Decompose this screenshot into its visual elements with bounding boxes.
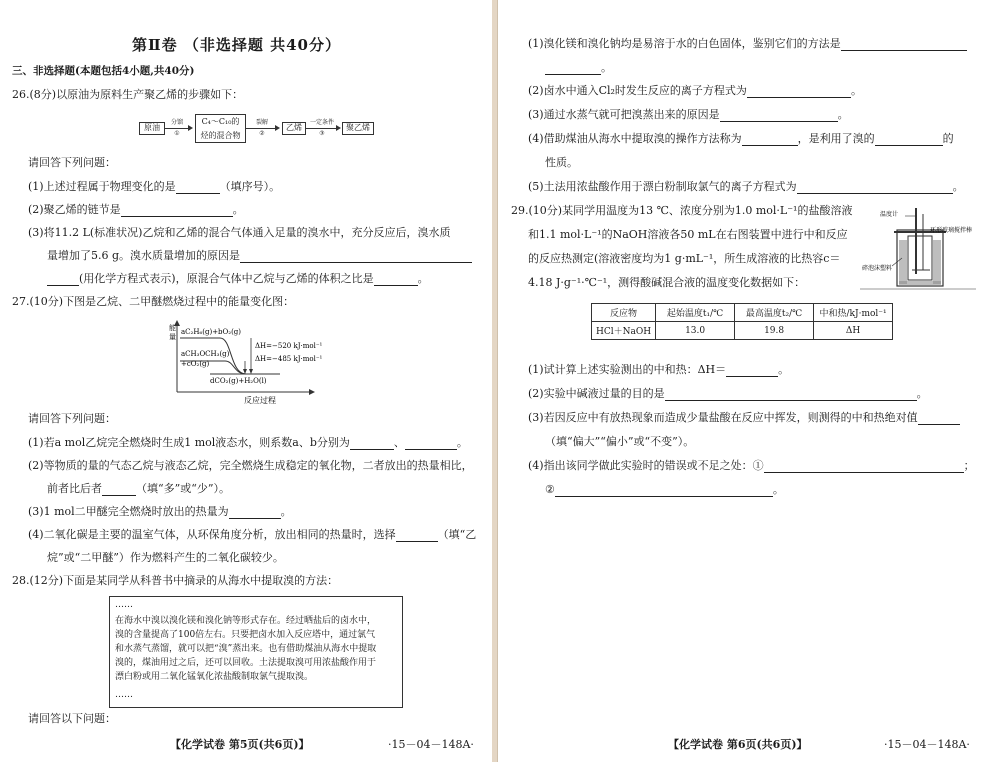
q27-stem: 27.(10分)下图是乙烷、二甲醚燃烧过程中的能量变化图： <box>12 295 295 308</box>
passage-line: …… <box>115 690 133 700</box>
q26-part2-tail: 。 <box>232 203 244 216</box>
q26-stem: 26.(8分)以原油为原料生产聚乙烯的步骤如下： <box>12 88 244 101</box>
q29-part4-line2-text: ② <box>545 483 555 496</box>
q27-part2-line2-b: （填“多”或“少”）。 <box>136 482 230 495</box>
label-stirrer: 环形玻璃搅拌棒 <box>930 227 973 234</box>
q28-part5-text: (5)土法用浓盐酸作用于漂白粉制取氯气的离子方程式为 <box>528 180 797 193</box>
flow-arrow-3-bottom: ③ <box>319 130 325 137</box>
section-title: 第Ⅱ卷 （非选择题 共40分） <box>132 36 341 54</box>
dh2-label: ΔH=−485 kJ·mol⁻¹ <box>255 355 323 363</box>
foam-fill-right <box>933 240 941 284</box>
q27-part3-text: (3)1 mol二甲醚完全燃烧时放出的热量为 <box>28 505 229 518</box>
lower-level-label: dCO₂(g)+H₂O(l) <box>210 377 267 385</box>
answer-blank[interactable] <box>555 485 773 497</box>
foam-fill-left <box>899 240 907 284</box>
q26-part3-line3-b: 。 <box>417 272 429 285</box>
section-heading: 三、非选择题(本题包括4小题,共40分) <box>12 65 195 77</box>
q26-part3-line1: (3)将11.2 L(标准状况)乙烷和乙烯的混合气体通入足量的溴水中，充分反应后，溴水质 <box>28 226 451 239</box>
q26-part3-line3-a: (用化学方程式表示)，原混合气体中乙烷与乙烯的体积之比是 <box>79 272 374 285</box>
answer-blank[interactable] <box>726 365 778 377</box>
flow-box-polyethylene: 聚乙烯 <box>342 122 374 135</box>
q29-part3-line1-text: (3)若因反应中有放热现象而造成少量盐酸在反应中挥发，则测得的中和热绝对值 <box>528 411 918 424</box>
q27-part1-sep: 、 <box>393 436 405 449</box>
energy-axis-ylabel-2: 量 <box>169 333 176 341</box>
q26-prompt: 请回答下列问题： <box>28 156 116 169</box>
q28-part3-text: (3)通过水蒸气就可把溴蒸出来的原因是 <box>528 108 720 121</box>
mid-level-label-2: +cO₂(g) <box>181 360 210 368</box>
table-cell: HCl＋NaOH <box>592 322 656 340</box>
q29-part2-text: (2)实验中碱液过量的目的是 <box>528 387 665 400</box>
table-cell: ΔH <box>814 322 893 340</box>
passage-line: 漂白粉或用二氧化锰氧化浓盐酸制取氯气提取溴。 <box>115 672 314 682</box>
flow-box-crude-oil: 原油 <box>139 122 165 135</box>
q28-part4-c: 的 <box>942 132 954 145</box>
q28-part5-tail: 。 <box>952 180 964 193</box>
table-cell: 19.8 <box>735 322 814 340</box>
q28-part4-line2: 性质。 <box>545 156 578 169</box>
q27-part4-line1-b: （填“乙 <box>437 528 477 541</box>
footer-right-code: ·15－04－148A· <box>884 738 970 751</box>
table-header-cell: 最高温度t₂/℃ <box>735 304 814 322</box>
q28-stem: 28.(12分)下面是某同学从科普书中摘录的从海水中提取溴的方法： <box>12 574 339 587</box>
passage-line: 在海水中溴以溴化镁和溴化钠等形式存在。经过晒盐后的卤水中， <box>115 616 377 626</box>
q27-part2-line1: (2)等物质的量的气态乙烷与液态乙烷，完全燃烧生成稳定的氧化物，二者放出的热量相比， <box>28 459 473 472</box>
q29-part4-line1-text: (4)指出该同学做此实验时的错误或不足之处：① <box>528 459 764 472</box>
upper-level-label: aC₂H₆(g)+bO₂(g) <box>181 328 242 336</box>
passage-line: …… <box>115 600 133 610</box>
q29-part4-line1-tail: ； <box>963 459 975 472</box>
q28-part3-tail: 。 <box>837 108 849 121</box>
q26-part1-tail: （填序号）。 <box>219 180 281 193</box>
passage-line: 溴的含量提高了100倍左右。只要把卤水加入反应塔中，通过氯气 <box>115 630 376 640</box>
footer-right-title: 【化学试卷 第6页(共6页)】 <box>668 738 808 751</box>
footer-left-title: 【化学试卷 第5页(共6页)】 <box>170 738 310 751</box>
answer-blank[interactable] <box>918 413 960 425</box>
q26-part1-text: (1)上述过程属于物理变化的是 <box>28 180 176 193</box>
q28-part1-tail: 。 <box>601 61 612 74</box>
q29-line1: 29.(10分)某同学用温度为13 ℃、浓度分别为1.0 mol·L⁻¹的盐酸溶液 <box>511 204 853 217</box>
energy-axis-ylabel-1: 能 <box>169 324 176 332</box>
table-row <box>592 322 893 340</box>
q27-part1-text: (1)若a mol乙烷完全燃烧时生成1 mol液态水，则系数a、b分别为 <box>28 436 350 449</box>
table-header-cell: 反应物 <box>592 304 656 322</box>
passage-line: 溴的，煤油用过之后，还可以回收。土法提取溴可用浓盐酸作用于 <box>115 658 377 668</box>
table-header-row <box>592 304 893 322</box>
q28-part2-tail: 。 <box>850 84 862 97</box>
q27-part1-tail: 。 <box>456 436 468 449</box>
q26-part3-line2-text: 量增加了5.6 g。溴水质量增加的原因是 <box>47 249 241 262</box>
table-header-cell: 起始温度t₁/℃ <box>656 304 735 322</box>
q28-part4-b: ，是利用了溴的 <box>797 132 875 145</box>
flow-arrow-1-top: 分馏 <box>170 119 183 126</box>
table-cell: 13.0 <box>656 322 735 340</box>
q29-part1-text: (1)试计算上述实验测出的中和热：ΔH＝ <box>528 363 727 376</box>
answer-blank[interactable] <box>764 461 964 473</box>
q27-part4-line1-a: (4)二氧化碳是主要的温室气体，从环保角度分析，放出相同的热量时，选择 <box>28 528 396 541</box>
q28-part4-a: (4)借助煤油从海水中提取溴的操作方法称为 <box>528 132 742 145</box>
q27-part4-line2: 烷”或“二甲醚”）作为燃料产生的二氧化碳较少。 <box>47 551 284 564</box>
dh1-label: ΔH=−520 kJ·mol⁻¹ <box>255 342 323 350</box>
foam-fill-bottom <box>899 281 941 285</box>
q29-part4-line2 <box>545 483 784 497</box>
q29-part4-line1 <box>528 459 975 473</box>
q29-part1 <box>528 363 789 377</box>
flow-arrow-2-bottom: ② <box>259 130 265 137</box>
footer-left-code: ·15－04－148A· <box>388 738 474 751</box>
flow-arrow-1-bottom: ① <box>174 130 180 137</box>
table-header-cell: 中和热/kJ·mol⁻¹ <box>814 304 893 322</box>
answer-blank[interactable] <box>665 389 917 401</box>
q29-line4: 4.18 J·g⁻¹·℃⁻¹，测得酸碱混合液的温度变化数据如下： <box>528 276 806 289</box>
q28-part2-text: (2)卤水中通入Cl₂时发生反应的离子方程式为 <box>528 84 747 97</box>
q27-part3-tail: 。 <box>280 505 292 518</box>
q29-line2: 和1.1 mol·L⁻¹的NaOH溶液各50 mL在右图装置中进行中和反应 <box>528 228 848 241</box>
flow-box-hydrocarbons-line1: C₄～C₁₀的 <box>201 117 240 126</box>
flow-box-ethylene: 乙烯 <box>282 122 306 135</box>
q27-part2-line2-a: 前者比后者 <box>47 482 102 495</box>
flow-box-hydrocarbons-line2: 烃的混合物 <box>200 131 241 140</box>
flow-arrow-3-top: 一定条件 <box>309 119 334 126</box>
q29-part3-line1 <box>528 411 960 425</box>
energy-axis-xlabel: 反应过程 <box>244 396 276 405</box>
flow-arrow-2-top: 裂解 <box>255 119 268 126</box>
label-foam: 碎泡沫塑料 <box>862 265 893 272</box>
q28-prompt: 请回答以下问题： <box>28 712 116 725</box>
label-thermometer: 温度计 <box>880 211 899 218</box>
inner-beaker <box>908 236 932 280</box>
q29-part4-line2-tail: 。 <box>772 483 784 496</box>
q29-part1-tail: 。 <box>778 363 790 376</box>
q29-part2 <box>528 387 928 401</box>
q28-part1-text: (1)溴化镁和溴化钠均是易溶于水的白色固体，鉴别它们的方法是 <box>528 37 841 50</box>
passage-line: 和水蒸气蒸馏，就可以把“溴”蒸出来。也有借助煤油从海水中提取 <box>115 644 377 654</box>
mid-level-label-1: aCH₃OCH₃(g) <box>181 350 230 358</box>
q29-data-table <box>591 303 893 340</box>
q26-part2-text: (2)聚乙烯的链节是 <box>28 203 121 216</box>
q29-line3: 的反应热测定(溶液密度均为1 g·mL⁻¹，所生成溶液的比热容c＝ <box>528 252 841 265</box>
q29-part3-line2: （填“偏大”“偏小”或“不变”）。 <box>545 435 695 448</box>
q27-prompt: 请回答下列问题： <box>28 412 116 425</box>
q29-part2-tail: 。 <box>916 387 928 400</box>
